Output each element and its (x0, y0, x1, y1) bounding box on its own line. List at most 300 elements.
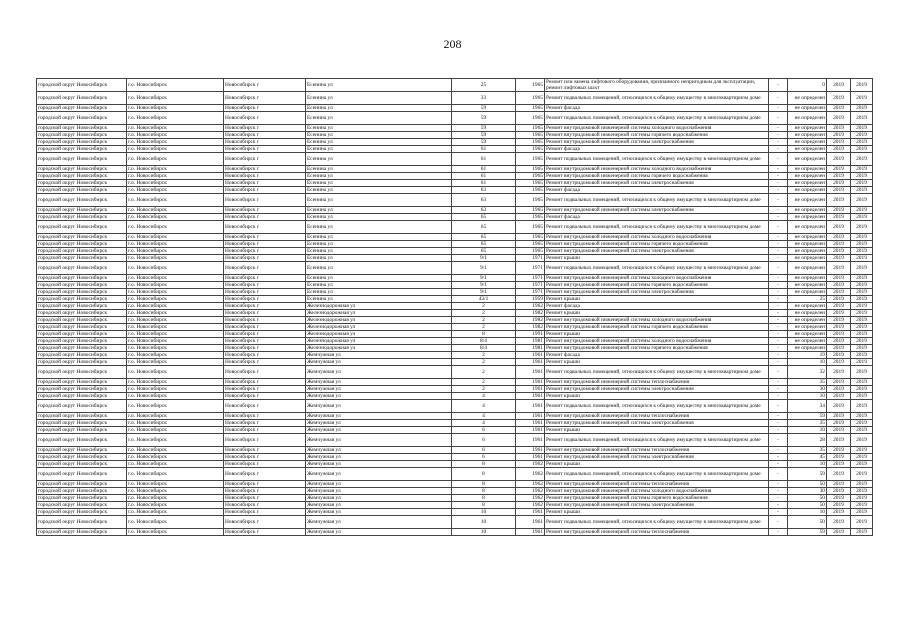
amount-cell: не определен (788, 153, 827, 166)
cost-cell: - (769, 461, 788, 468)
street-cell: Железнодорожная ул (306, 317, 452, 324)
cost-cell: - (769, 447, 788, 454)
amount-cell: не определен (788, 146, 827, 153)
work-type-cell: Ремонт подвальных помещений, относящихся к общему имуществу в многоквартирном доме (545, 262, 769, 275)
street-cell: Жемчужная ул (306, 529, 452, 536)
house-number-cell: 6 (452, 447, 516, 454)
city-cell: Новосибирск г (224, 386, 306, 393)
year-end-cell: 2019 (851, 481, 873, 488)
house-number-cell: 4 (452, 413, 516, 420)
cost-cell: - (769, 255, 788, 262)
district-cell: городской округ Новосибирск (37, 393, 127, 400)
street-cell: Есенина ул (306, 282, 452, 289)
table-row (37, 214, 873, 221)
cost-cell: - (769, 468, 788, 481)
table-row (37, 146, 873, 153)
year-start-cell: 2019 (827, 420, 851, 427)
house-number-cell: 6 (452, 427, 516, 434)
street-cell: Железнодорожная ул (306, 338, 452, 345)
amount-cell: не определен (788, 324, 827, 331)
house-number-cell: 65 (452, 241, 516, 248)
year-end-cell: 2019 (851, 92, 873, 105)
house-number-cell: 61 (452, 146, 516, 153)
table-row (37, 241, 873, 248)
house-number-cell: 63 (452, 187, 516, 194)
year-start-cell: 2019 (827, 248, 851, 255)
year-start-cell: 2019 (827, 331, 851, 338)
city-cell: Новосибирск г (224, 331, 306, 338)
house-number-cell: 6 (452, 454, 516, 461)
table-row (37, 427, 873, 434)
build-year-cell: 1961 (516, 366, 545, 379)
street-cell: Есенина ул (306, 187, 452, 194)
cost-cell: - (769, 214, 788, 221)
build-year-cell: 1961 (516, 386, 545, 393)
district-cell: городской округ Новосибирск (37, 194, 127, 207)
street-cell: Есенина ул (306, 146, 452, 153)
amount-cell: не определен (788, 248, 827, 255)
city-cell: Новосибирск г (224, 221, 306, 234)
cost-cell: - (769, 180, 788, 187)
amount-cell: не определен (788, 112, 827, 125)
build-year-cell: 1965 (516, 221, 545, 234)
district-cell: городской округ Новосибирск (37, 146, 127, 153)
district-cell: городской округ Новосибирск (37, 488, 127, 495)
settlement-cell: г.о. Новосибирск (127, 468, 224, 481)
build-year-cell: 1961 (516, 393, 545, 400)
amount-cell: 50 (788, 481, 827, 488)
house-number-cell: 2 (452, 359, 516, 366)
build-year-cell: 1961 (516, 352, 545, 359)
city-cell: Новосибирск г (224, 427, 306, 434)
street-cell: Жемчужная ул (306, 509, 452, 516)
table-row (37, 221, 873, 234)
city-cell: Новосибирск г (224, 112, 306, 125)
district-cell: городской округ Новосибирск (37, 310, 127, 317)
amount-cell: 59 (788, 468, 827, 481)
build-year-cell: 1961 (516, 420, 545, 427)
work-type-cell: Ремонт крыши (545, 310, 769, 317)
house-number-cell: 65 (452, 221, 516, 234)
district-cell: городской округ Новосибирск (37, 112, 127, 125)
street-cell: Есенина ул (306, 173, 452, 180)
district-cell: городской округ Новосибирск (37, 248, 127, 255)
year-start-cell: 2019 (827, 495, 851, 502)
table-row (37, 509, 873, 516)
year-start-cell: 2019 (827, 282, 851, 289)
city-cell: Новосибирск г (224, 434, 306, 447)
year-end-cell: 2019 (851, 207, 873, 214)
table-row (37, 502, 873, 509)
amount-cell: 59 (788, 529, 827, 536)
city-cell: Новосибирск г (224, 400, 306, 413)
year-start-cell: 2019 (827, 447, 851, 454)
work-type-cell: Ремонт внутридомовой инженерной системы холодного водоснабжения (545, 234, 769, 241)
year-start-cell: 2019 (827, 303, 851, 310)
cost-cell: - (769, 207, 788, 214)
settlement-cell: г.о. Новосибирск (127, 125, 224, 132)
table-row (37, 180, 873, 187)
table-row (37, 92, 873, 105)
street-cell: Жемчужная ул (306, 447, 452, 454)
amount-cell: 35 (788, 447, 827, 454)
settlement-cell: г.о. Новосибирск (127, 454, 224, 461)
city-cell: Новосибирск г (224, 495, 306, 502)
street-cell: Есенина ул (306, 125, 452, 132)
city-cell: Новосибирск г (224, 79, 306, 92)
city-cell: Новосибирск г (224, 262, 306, 275)
amount-cell: не определен (788, 234, 827, 241)
year-end-cell: 2019 (851, 234, 873, 241)
build-year-cell: 1962 (516, 461, 545, 468)
street-cell: Жемчужная ул (306, 366, 452, 379)
year-start-cell: 2019 (827, 262, 851, 275)
settlement-cell: г.о. Новосибирск (127, 413, 224, 420)
settlement-cell: г.о. Новосибирск (127, 502, 224, 509)
district-cell: городской округ Новосибирск (37, 502, 127, 509)
table-row (37, 352, 873, 359)
street-cell: Железнодорожная ул (306, 345, 452, 352)
house-number-cell: 8 (452, 481, 516, 488)
cost-cell: - (769, 502, 788, 509)
year-end-cell: 2019 (851, 282, 873, 289)
city-cell: Новосибирск г (224, 345, 306, 352)
house-number-cell: 10 (452, 509, 516, 516)
city-cell: Новосибирск г (224, 166, 306, 173)
year-end-cell: 2019 (851, 420, 873, 427)
year-start-cell: 2019 (827, 386, 851, 393)
amount-cell: 30 (788, 488, 827, 495)
table-row (37, 207, 873, 214)
street-cell: Железнодорожная ул (306, 303, 452, 310)
table-row (37, 386, 873, 393)
street-cell: Жемчужная ул (306, 352, 452, 359)
year-start-cell: 2019 (827, 146, 851, 153)
year-end-cell: 2019 (851, 393, 873, 400)
district-cell: городской округ Новосибирск (37, 420, 127, 427)
settlement-cell: г.о. Новосибирск (127, 139, 224, 146)
table-row (37, 275, 873, 282)
street-cell: Жемчужная ул (306, 400, 452, 413)
city-cell: Новосибирск г (224, 303, 306, 310)
year-start-cell: 2019 (827, 509, 851, 516)
year-end-cell: 2019 (851, 366, 873, 379)
table-body (37, 79, 873, 536)
street-cell: Есенина ул (306, 296, 452, 303)
house-number-cell: 4 (452, 420, 516, 427)
year-end-cell: 2019 (851, 400, 873, 413)
district-cell: городской округ Новосибирск (37, 241, 127, 248)
work-type-cell: Ремонт внутридомовой инженерной системы электроснабжения (545, 289, 769, 296)
build-year-cell: 1981 (516, 345, 545, 352)
amount-cell: не определен (788, 255, 827, 262)
year-end-cell: 2019 (851, 255, 873, 262)
cost-cell: - (769, 234, 788, 241)
street-cell: Жемчужная ул (306, 495, 452, 502)
amount-cell: не определен (788, 92, 827, 105)
table-row (37, 345, 873, 352)
district-cell: городской округ Новосибирск (37, 324, 127, 331)
house-number-cell: 63 (452, 207, 516, 214)
table-row (37, 125, 873, 132)
work-type-cell: Ремонт внутридомовой инженерной системы теплоснабжения (545, 379, 769, 386)
district-cell: городской округ Новосибирск (37, 207, 127, 214)
build-year-cell: 1961 (516, 379, 545, 386)
amount-cell: 50 (788, 495, 827, 502)
street-cell: Есенина ул (306, 180, 452, 187)
amount-cell: не определен (788, 173, 827, 180)
year-start-cell: 2019 (827, 180, 851, 187)
table-row (37, 447, 873, 454)
district-cell: городской округ Новосибирск (37, 352, 127, 359)
settlement-cell: г.о. Новосибирск (127, 324, 224, 331)
city-cell: Новосибирск г (224, 139, 306, 146)
cost-cell: - (769, 434, 788, 447)
city-cell: Новосибирск г (224, 509, 306, 516)
amount-cell: не определен (788, 207, 827, 214)
house-number-cell: 8/4 (452, 345, 516, 352)
year-start-cell: 2019 (827, 153, 851, 166)
city-cell: Новосибирск г (224, 255, 306, 262)
amount-cell: 35 (788, 379, 827, 386)
year-end-cell: 2019 (851, 488, 873, 495)
table-row (37, 481, 873, 488)
table-row (37, 366, 873, 379)
street-cell: Есенина ул (306, 166, 452, 173)
street-cell: Жемчужная ул (306, 386, 452, 393)
city-cell: Новосибирск г (224, 234, 306, 241)
year-start-cell: 2019 (827, 413, 851, 420)
build-year-cell: 1959 (516, 296, 545, 303)
build-year-cell: 1965 (516, 241, 545, 248)
build-year-cell: 1962 (516, 303, 545, 310)
settlement-cell: г.о. Новосибирск (127, 317, 224, 324)
table-row (37, 248, 873, 255)
year-end-cell: 2019 (851, 331, 873, 338)
year-start-cell: 2019 (827, 255, 851, 262)
settlement-cell: г.о. Новосибирск (127, 207, 224, 214)
settlement-cell: г.о. Новосибирск (127, 112, 224, 125)
city-cell: Новосибирск г (224, 468, 306, 481)
settlement-cell: г.о. Новосибирск (127, 516, 224, 529)
amount-cell: не определен (788, 289, 827, 296)
amount-cell: 50 (788, 516, 827, 529)
work-type-cell: Ремонт внутридомовой инженерной системы холодного водоснабжения (545, 125, 769, 132)
work-type-cell: Ремонт внутридомовой инженерной системы электроснабжения (545, 180, 769, 187)
district-cell: городской округ Новосибирск (37, 434, 127, 447)
city-cell: Новосибирск г (224, 481, 306, 488)
cost-cell: - (769, 79, 788, 92)
house-number-cell: 59 (452, 112, 516, 125)
year-end-cell: 2019 (851, 379, 873, 386)
city-cell: Новосибирск г (224, 488, 306, 495)
settlement-cell: г.о. Новосибирск (127, 105, 224, 112)
district-cell: городской округ Новосибирск (37, 516, 127, 529)
house-number-cell: 61 (452, 180, 516, 187)
street-cell: Жемчужная ул (306, 413, 452, 420)
street-cell: Железнодорожная ул (306, 324, 452, 331)
work-type-cell: Ремонт крыши (545, 427, 769, 434)
build-year-cell: 1965 (516, 173, 545, 180)
year-end-cell: 2019 (851, 79, 873, 92)
year-end-cell: 2019 (851, 173, 873, 180)
amount-cell: не определен (788, 317, 827, 324)
house-number-cell: 6 (452, 434, 516, 447)
house-number-cell: 8 (452, 502, 516, 509)
year-start-cell: 2019 (827, 310, 851, 317)
amount-cell: не определен (788, 105, 827, 112)
table-row (37, 317, 873, 324)
settlement-cell: г.о. Новосибирск (127, 92, 224, 105)
build-year-cell: 1965 (516, 180, 545, 187)
city-cell: Новосибирск г (224, 282, 306, 289)
year-start-cell: 2019 (827, 324, 851, 331)
work-type-cell: Ремонт подвальных помещений, относящихся к общему имуществу в многоквартирном доме (545, 516, 769, 529)
amount-cell: 30 (788, 386, 827, 393)
work-type-cell: Ремонт внутридомовой инженерной системы электроснабжения (545, 454, 769, 461)
street-cell: Жемчужная ул (306, 393, 452, 400)
build-year-cell: 1971 (516, 262, 545, 275)
table-row (37, 282, 873, 289)
table-row (37, 495, 873, 502)
house-number-cell: 63 (452, 194, 516, 207)
district-cell: городской округ Новосибирск (37, 454, 127, 461)
year-start-cell: 2019 (827, 187, 851, 194)
house-number-cell: 59 (452, 105, 516, 112)
year-start-cell: 2019 (827, 393, 851, 400)
city-cell: Новосибирск г (224, 454, 306, 461)
cost-cell: - (769, 345, 788, 352)
cost-cell: - (769, 275, 788, 282)
street-cell: Жемчужная ул (306, 468, 452, 481)
year-end-cell: 2019 (851, 529, 873, 536)
house-number-cell: 59 (452, 139, 516, 146)
work-type-cell: Ремонт внутридомовой инженерной системы горячего водоснабжения (545, 241, 769, 248)
street-cell: Есенина ул (306, 221, 452, 234)
year-end-cell: 2019 (851, 241, 873, 248)
street-cell: Есенина ул (306, 248, 452, 255)
settlement-cell: г.о. Новосибирск (127, 303, 224, 310)
year-end-cell: 2019 (851, 509, 873, 516)
settlement-cell: г.о. Новосибирск (127, 366, 224, 379)
district-cell: городской округ Новосибирск (37, 180, 127, 187)
year-start-cell: 2019 (827, 275, 851, 282)
district-cell: городской округ Новосибирск (37, 92, 127, 105)
build-year-cell: 1965 (516, 105, 545, 112)
city-cell: Новосибирск г (224, 310, 306, 317)
city-cell: Новосибирск г (224, 146, 306, 153)
amount-cell: не определен (788, 303, 827, 310)
amount-cell: 28 (788, 434, 827, 447)
house-number-cell: 9/1 (452, 262, 516, 275)
year-start-cell: 2019 (827, 234, 851, 241)
cost-cell: - (769, 495, 788, 502)
year-start-cell: 2019 (827, 79, 851, 92)
table-row (37, 296, 873, 303)
amount-cell: 10 (788, 461, 827, 468)
table-row (37, 187, 873, 194)
cost-cell: - (769, 413, 788, 420)
cost-cell: - (769, 324, 788, 331)
work-type-cell: Ремонт внутридомовой инженерной системы горячего водоснабжения (545, 132, 769, 139)
cost-cell: - (769, 400, 788, 413)
year-start-cell: 2019 (827, 454, 851, 461)
city-cell: Новосибирск г (224, 317, 306, 324)
amount-cell: не определен (788, 194, 827, 207)
year-end-cell: 2019 (851, 180, 873, 187)
cost-cell: - (769, 194, 788, 207)
district-cell: городской округ Новосибирск (37, 303, 127, 310)
street-cell: Есенина ул (306, 92, 452, 105)
city-cell: Новосибирск г (224, 92, 306, 105)
work-type-cell: Ремонт внутридомовой инженерной системы холодного водоснабжения (545, 275, 769, 282)
table-row (37, 132, 873, 139)
cost-cell: - (769, 366, 788, 379)
table-row (37, 331, 873, 338)
build-year-cell: 1962 (516, 468, 545, 481)
city-cell: Новосибирск г (224, 296, 306, 303)
amount-cell: 10 (788, 359, 827, 366)
amount-cell: 35 (788, 420, 827, 427)
cost-cell: - (769, 303, 788, 310)
amount-cell: не определен (788, 282, 827, 289)
build-year-cell: 1965 (516, 146, 545, 153)
cost-cell: - (769, 310, 788, 317)
amount-cell: не определен (788, 187, 827, 194)
settlement-cell: г.о. Новосибирск (127, 338, 224, 345)
settlement-cell: г.о. Новосибирск (127, 132, 224, 139)
city-cell: Новосибирск г (224, 173, 306, 180)
build-year-cell: 1965 (516, 112, 545, 125)
street-cell: Есенина ул (306, 79, 452, 92)
page-number: 208 (443, 37, 462, 51)
work-type-cell: Ремонт внутридомовой инженерной системы теплоснабжения (545, 529, 769, 536)
work-type-cell: Ремонт подвальных помещений, относящихся к общему имуществу в многоквартирном доме (545, 366, 769, 379)
work-type-cell: Ремонт внутридомовой инженерной системы электроснабжения (545, 207, 769, 214)
district-cell: городской округ Новосибирск (37, 234, 127, 241)
house-number-cell: 65 (452, 248, 516, 255)
district-cell: городской округ Новосибирск (37, 221, 127, 234)
amount-cell: 0 (788, 79, 827, 92)
work-type-cell: Ремонт крыши (545, 509, 769, 516)
work-type-cell: Ремонт внутридомовой инженерной системы горячего водоснабжения (545, 324, 769, 331)
house-number-cell: 33 (452, 92, 516, 105)
year-end-cell: 2019 (851, 324, 873, 331)
work-type-cell: Ремонт внутридомовой инженерной системы электроснабжения (545, 502, 769, 509)
work-type-cell: Ремонт крыши (545, 331, 769, 338)
year-start-cell: 2019 (827, 488, 851, 495)
table-row (37, 166, 873, 173)
city-cell: Новосибирск г (224, 529, 306, 536)
house-number-cell: 10 (452, 529, 516, 536)
district-cell: городской округ Новосибирск (37, 262, 127, 275)
build-year-cell: 1962 (516, 488, 545, 495)
cost-cell: - (769, 338, 788, 345)
amount-cell: не определен (788, 214, 827, 221)
cost-cell: - (769, 132, 788, 139)
year-end-cell: 2019 (851, 502, 873, 509)
year-start-cell: 2019 (827, 194, 851, 207)
city-cell: Новосибирск г (224, 366, 306, 379)
cost-cell: - (769, 125, 788, 132)
table-row (37, 379, 873, 386)
settlement-cell: г.о. Новосибирск (127, 221, 224, 234)
build-year-cell: 1965 (516, 125, 545, 132)
house-number-cell: 2 (452, 303, 516, 310)
work-type-cell: Ремонт внутридомовой инженерной системы холодного водоснабжения (545, 317, 769, 324)
work-type-cell: Ремонт фасада (545, 187, 769, 194)
year-end-cell: 2019 (851, 454, 873, 461)
